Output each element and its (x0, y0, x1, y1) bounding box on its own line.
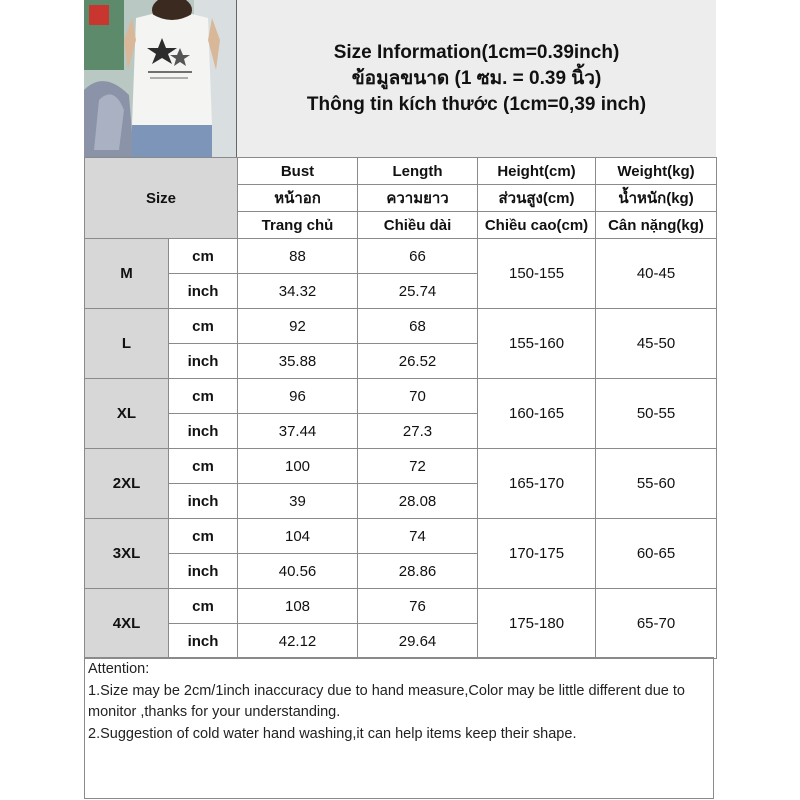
size-label: 2XL (85, 449, 169, 519)
weight-header-vi: Cân nặng(kg) (596, 212, 717, 239)
height-range: 160-165 (478, 379, 596, 449)
weight-range: 65-70 (596, 589, 717, 659)
unit-inch: inch (169, 484, 238, 519)
bust-inch: 34.32 (238, 274, 358, 309)
height-range: 155-160 (478, 309, 596, 379)
unit-cm: cm (169, 309, 238, 344)
product-photo (84, 0, 237, 157)
bust-cm: 92 (238, 309, 358, 344)
size-label: XL (85, 379, 169, 449)
weight-range: 45-50 (596, 309, 717, 379)
unit-inch: inch (169, 554, 238, 589)
unit-cm: cm (169, 589, 238, 624)
height-header-vi: Chiều cao(cm) (478, 212, 596, 239)
length-inch: 27.3 (358, 414, 478, 449)
bust-inch: 37.44 (238, 414, 358, 449)
table-row (85, 239, 717, 274)
header (84, 0, 716, 157)
bust-inch: 42.12 (238, 624, 358, 659)
weight-range: 55-60 (596, 449, 717, 519)
unit-cm: cm (169, 379, 238, 414)
length-inch: 28.08 (358, 484, 478, 519)
title-vietnamese: Thông tin kích thước (1cm=0,39 inch) (306, 93, 647, 115)
size-label: 3XL (85, 519, 169, 589)
bust-inch: 35.88 (238, 344, 358, 379)
length-cm: 76 (358, 589, 478, 624)
header-row-english (85, 158, 717, 185)
unit-inch: inch (169, 414, 238, 449)
length-inch: 28.86 (358, 554, 478, 589)
unit-cm: cm (169, 449, 238, 484)
length-inch: 25.74 (358, 274, 478, 309)
attention-notes (84, 657, 714, 799)
bust-cm: 100 (238, 449, 358, 484)
height-range: 150-155 (478, 239, 596, 309)
height-header: Height(cm) (478, 158, 596, 185)
table-row (85, 449, 717, 484)
bust-cm: 108 (238, 589, 358, 624)
size-column-header: Size (85, 158, 238, 239)
title-english: Size Information(1cm=0.39inch) (333, 41, 620, 63)
weight-header-th: น้ำหนัก(kg) (596, 185, 717, 212)
length-header-vi: Chiều dài (358, 212, 478, 239)
bust-cm: 96 (238, 379, 358, 414)
bust-inch: 39 (238, 484, 358, 519)
length-cm: 72 (358, 449, 478, 484)
bust-inch: 40.56 (238, 554, 358, 589)
size-chart (84, 0, 716, 800)
bust-header-th: หน้าอก (238, 185, 358, 212)
table-row (85, 379, 717, 414)
weight-range: 60-65 (596, 519, 717, 589)
table-row (85, 589, 717, 624)
size-label: L (85, 309, 169, 379)
bust-header-vi: Trang chủ (238, 212, 358, 239)
model-wearing-tank-top-image (84, 0, 236, 157)
size-table (84, 157, 717, 659)
length-cm: 70 (358, 379, 478, 414)
attention-heading: Attention: (88, 661, 150, 677)
unit-cm: cm (169, 519, 238, 554)
bust-cm: 88 (238, 239, 358, 274)
bust-cm: 104 (238, 519, 358, 554)
weight-header: Weight(kg) (596, 158, 717, 185)
bust-header: Bust (238, 158, 358, 185)
size-label: M (85, 239, 169, 309)
unit-inch: inch (169, 344, 238, 379)
height-range: 165-170 (478, 449, 596, 519)
title-thai: ข้อมูลขนาด (1 ซม. = 0.39 นิ้ว) (351, 67, 602, 89)
length-cm: 66 (358, 239, 478, 274)
size-label: 4XL (85, 589, 169, 659)
length-header-th: ความยาว (358, 185, 478, 212)
table-row (85, 309, 717, 344)
unit-inch: inch (169, 274, 238, 309)
unit-inch: inch (169, 624, 238, 659)
length-cm: 68 (358, 309, 478, 344)
length-inch: 29.64 (358, 624, 478, 659)
unit-cm: cm (169, 239, 238, 274)
weight-range: 40-45 (596, 239, 717, 309)
weight-range: 50-55 (596, 379, 717, 449)
table-row (85, 519, 717, 554)
length-cm: 74 (358, 519, 478, 554)
length-header: Length (358, 158, 478, 185)
height-range: 170-175 (478, 519, 596, 589)
height-header-th: ส่วนสูง(cm) (478, 185, 596, 212)
size-information-title (237, 0, 716, 157)
attention-note-1: 1.Size may be 2cm/1inch inaccuracy due to hand measure,Color may be little different due to monitor ,thanks for your understanding. (88, 682, 685, 720)
length-inch: 26.52 (358, 344, 478, 379)
height-range: 175-180 (478, 589, 596, 659)
attention-note-2: 2.Suggestion of cold water hand washing,it can help items keep their shape. (88, 725, 577, 742)
